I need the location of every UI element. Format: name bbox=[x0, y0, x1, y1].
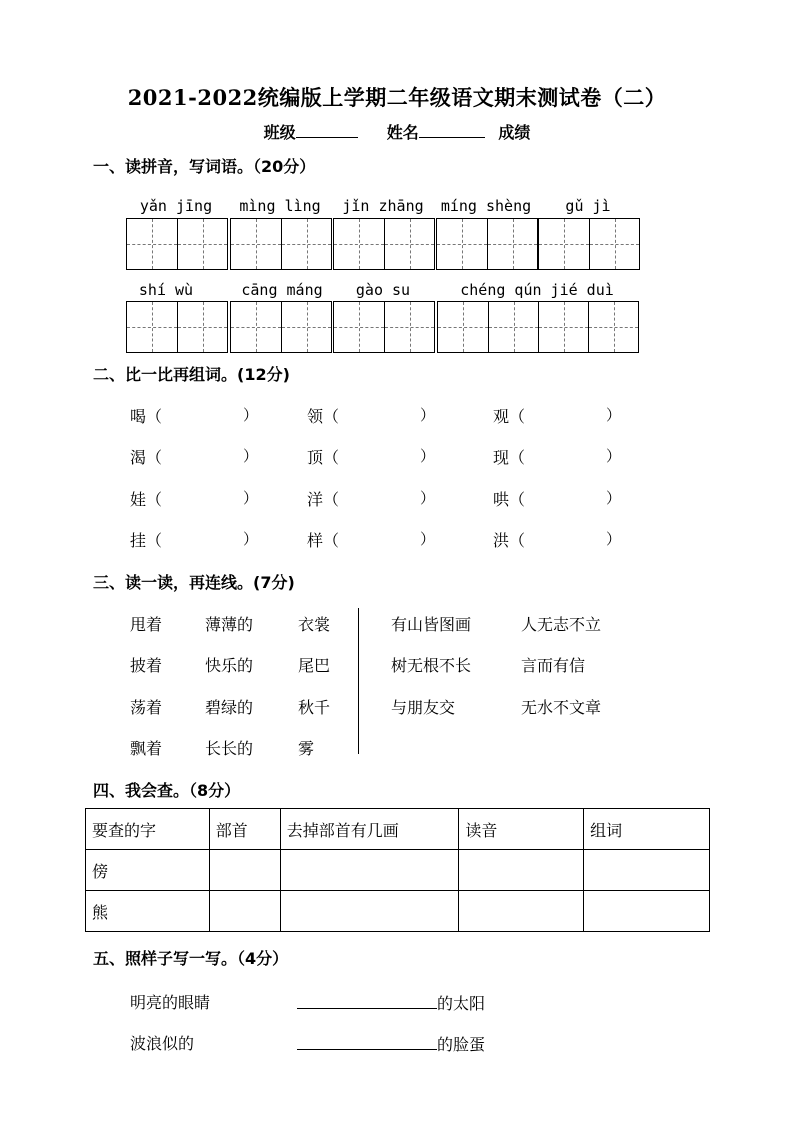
compare-item: 领（ bbox=[307, 407, 340, 426]
connect-word[interactable]: 薄薄的 bbox=[205, 615, 254, 634]
compare-item: 现（ bbox=[493, 448, 526, 467]
write-grid[interactable] bbox=[333, 301, 435, 353]
table-header: 读音 bbox=[459, 809, 584, 850]
pinyin-3: jǐn zhāng bbox=[342, 197, 424, 215]
compare-item: 洋（ bbox=[307, 490, 340, 509]
section-2-heading: 二、比一比再组词。(12分) bbox=[93, 365, 290, 384]
paren-close: ） bbox=[420, 406, 436, 424]
write-grid[interactable] bbox=[538, 218, 640, 270]
section-4-heading: 四、我会查。（8分） bbox=[93, 781, 241, 800]
score-label: 成绩 bbox=[498, 123, 531, 142]
connect-word[interactable]: 雾 bbox=[298, 739, 315, 758]
paren-close: ） bbox=[606, 406, 622, 424]
paren-close: ） bbox=[420, 447, 436, 465]
paren-close: ） bbox=[243, 406, 259, 424]
example-left: 波浪似的 bbox=[130, 1034, 195, 1053]
table-header: 去掉部首有几画 bbox=[280, 809, 459, 850]
connect-phrase[interactable]: 无水不文章 bbox=[521, 698, 602, 717]
compare-item: 挂（ bbox=[130, 531, 163, 550]
paren-close: ） bbox=[420, 530, 436, 548]
connect-word[interactable]: 披着 bbox=[130, 656, 163, 675]
name-blank[interactable] bbox=[419, 123, 485, 138]
class-blank[interactable] bbox=[296, 123, 358, 138]
connect-phrase[interactable]: 树无根不长 bbox=[391, 656, 472, 675]
answer-blank[interactable] bbox=[297, 1031, 437, 1050]
connect-phrase[interactable]: 有山皆图画 bbox=[391, 615, 472, 634]
table-header: 部首 bbox=[209, 809, 280, 850]
connect-phrase[interactable]: 人无志不立 bbox=[521, 615, 602, 634]
example-suffix: 的脸蛋 bbox=[437, 1035, 486, 1054]
section-1-heading: 一、读拼音，写词语。（20分） bbox=[93, 157, 316, 176]
answer-cell[interactable] bbox=[584, 891, 710, 932]
paren-close: ） bbox=[243, 530, 259, 548]
name-label: 姓名 bbox=[386, 123, 419, 142]
pinyin-7: cāng máng bbox=[241, 281, 323, 299]
connect-word[interactable]: 荡着 bbox=[130, 698, 163, 717]
table-row bbox=[86, 891, 710, 932]
example-suffix: 的太阳 bbox=[437, 994, 486, 1013]
table-cell: 熊 bbox=[86, 891, 210, 932]
write-grid[interactable] bbox=[126, 301, 228, 353]
example-left: 明亮的眼睛 bbox=[130, 993, 211, 1012]
paren-close: ） bbox=[420, 489, 436, 507]
compare-item: 哄（ bbox=[493, 490, 526, 509]
pinyin-9: chéng qún jié duì bbox=[460, 281, 614, 299]
write-grid[interactable] bbox=[126, 218, 228, 270]
write-grid[interactable] bbox=[437, 301, 639, 353]
pinyin-6: shí wù bbox=[138, 281, 194, 299]
paren-close: ） bbox=[606, 530, 622, 548]
connect-word[interactable]: 甩着 bbox=[130, 615, 163, 634]
answer-cell[interactable] bbox=[459, 850, 584, 891]
connect-word[interactable]: 碧绿的 bbox=[205, 698, 254, 717]
write-grid[interactable] bbox=[333, 218, 435, 270]
connect-word[interactable]: 快乐的 bbox=[205, 656, 254, 675]
compare-item: 娃（ bbox=[130, 490, 163, 509]
table-header: 组词 bbox=[584, 809, 710, 850]
answer-cell[interactable] bbox=[209, 850, 280, 891]
pinyin-4: míng shèng bbox=[440, 197, 532, 215]
pinyin-1: yǎn jīng bbox=[139, 197, 213, 215]
compare-item: 洪（ bbox=[493, 531, 526, 550]
dictionary-table bbox=[85, 808, 710, 932]
answer-cell[interactable] bbox=[459, 891, 584, 932]
connect-phrase[interactable]: 言而有信 bbox=[521, 656, 586, 675]
paren-close: ） bbox=[606, 489, 622, 507]
paren-close: ） bbox=[243, 447, 259, 465]
compare-item: 顶（ bbox=[307, 448, 340, 467]
divider bbox=[358, 608, 359, 754]
class-label: 班级 bbox=[263, 123, 296, 142]
page-title: 2021-2022统编版上学期二年级语文期末测试卷（二） bbox=[127, 85, 667, 110]
write-grid[interactable] bbox=[436, 218, 538, 270]
section-5-heading: 五、照样子写一写。（4分） bbox=[93, 949, 289, 968]
connect-word[interactable]: 长长的 bbox=[205, 739, 254, 758]
answer-cell[interactable] bbox=[280, 850, 459, 891]
paren-close: ） bbox=[243, 489, 259, 507]
table-cell: 傍 bbox=[86, 850, 210, 891]
answer-blank[interactable] bbox=[297, 990, 437, 1009]
connect-phrase[interactable]: 与朋友交 bbox=[391, 698, 456, 717]
pinyin-5: gǔ jì bbox=[565, 197, 611, 215]
compare-item: 样（ bbox=[307, 531, 340, 550]
connect-word[interactable]: 秋千 bbox=[298, 698, 331, 717]
connect-word[interactable]: 衣裳 bbox=[298, 615, 331, 634]
compare-item: 渴（ bbox=[130, 448, 163, 467]
compare-item: 观（ bbox=[493, 407, 526, 426]
answer-cell[interactable] bbox=[584, 850, 710, 891]
pinyin-2: mìng lìng bbox=[239, 197, 321, 215]
example-blank-line bbox=[297, 1031, 485, 1055]
table-header-row bbox=[86, 809, 710, 850]
compare-item: 喝（ bbox=[130, 407, 163, 426]
write-grid[interactable] bbox=[230, 218, 332, 270]
connect-word[interactable]: 尾巴 bbox=[298, 656, 331, 675]
paren-close: ） bbox=[606, 447, 622, 465]
answer-cell[interactable] bbox=[280, 891, 459, 932]
table-header: 要查的字 bbox=[86, 809, 210, 850]
connect-word[interactable]: 飘着 bbox=[130, 739, 163, 758]
table-row bbox=[86, 850, 710, 891]
student-info-line bbox=[0, 120, 794, 143]
write-grid[interactable] bbox=[230, 301, 332, 353]
example-blank-line bbox=[297, 990, 485, 1014]
pinyin-8: gào su bbox=[355, 281, 411, 299]
answer-cell[interactable] bbox=[209, 891, 280, 932]
section-3-heading: 三、读一读，再连线。(7分) bbox=[93, 573, 295, 592]
